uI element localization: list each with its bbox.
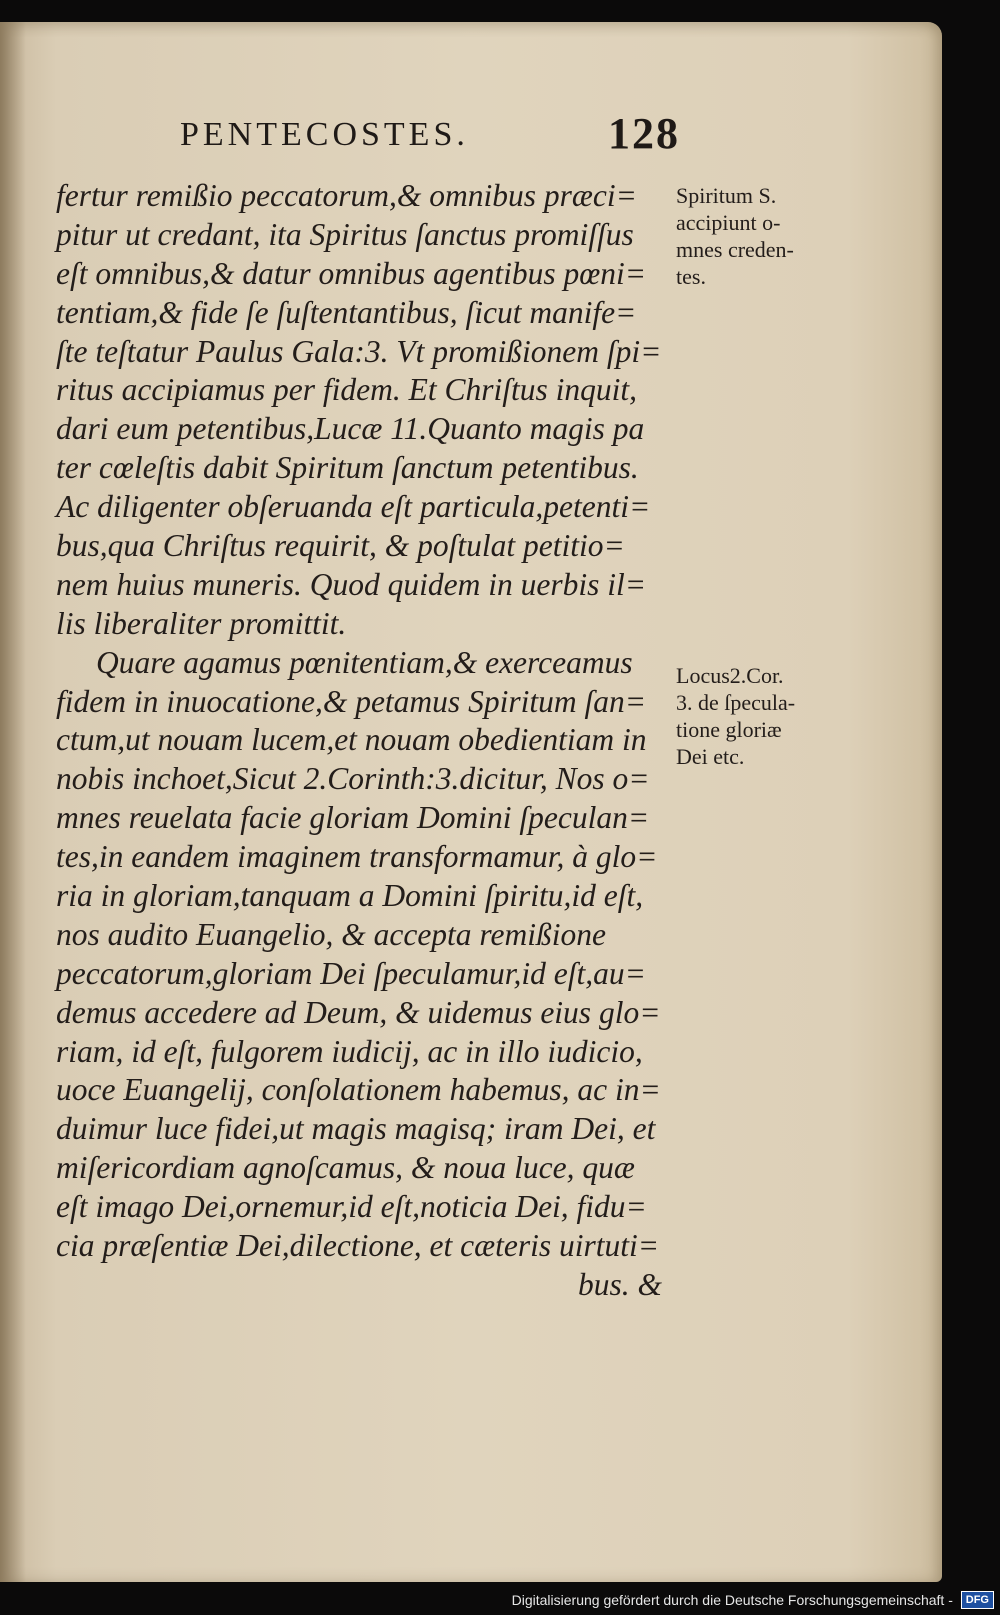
text-line: ter cœleſtis dabit Spiritum ſanctum petentibus. [56, 450, 639, 486]
text-line: bus,qua Chriſtus requirit, & poſtulat petitio= [56, 528, 625, 564]
text-line: cia præſentiæ Dei,dilectione, et cæteris uirtuti= [56, 1228, 660, 1264]
text-line: pitur ut credant, ita Spiritus ſanctus promiſſus [56, 216, 634, 252]
main-text-block [56, 177, 676, 1305]
text-line: dari eum petentibus,Lucæ 11.Quanto magis pa [56, 411, 645, 447]
text-line: ritus accipiamus per fidem. Et Chriſtus inquit, [56, 372, 637, 408]
text-line: ria in gloriam,tanquam a Domini ſpiritu,id eſt, [56, 878, 644, 914]
text-line: ſte teſtatur Paulus Gala:3. Vt promißionem ſpi= [56, 333, 662, 369]
book-page [0, 22, 942, 1582]
text-line: fertur remißio peccatorum,& omnibus præci= [56, 178, 637, 213]
digitization-footer [474, 1587, 994, 1611]
text-line: nem huius muneris. Quod quidem in uerbis il= [56, 566, 646, 602]
text-line: mnes reuelata facie gloriam Domini ſpeculan= [56, 800, 650, 836]
text-line: duimur luce fidei,ut magis magisq; iram Dei, et [56, 1111, 656, 1147]
text-line: tentiam,& fide ſe ſuſtentantibus, ſicut manife= [56, 294, 637, 330]
text-line: tes,in eandem imaginem transformamur, à glo= [56, 839, 658, 875]
text-line: demus accedere ad Deum, & uidemus eius glo= [56, 994, 661, 1030]
marginal-note-line: tes. [676, 264, 706, 289]
folio-number: 128 [608, 109, 680, 158]
marginal-note-2 [676, 662, 846, 770]
marginal-note-line: tione gloriæ [676, 717, 782, 742]
text-line: nos audito Euangelio, & accepta remißione [56, 916, 606, 952]
text-line: nobis inchoet,Sicut 2.Corinth:3.dicitur, Nos o= [56, 761, 650, 797]
text-line: eſt omnibus,& datur omnibus agentibus pœni= [56, 255, 647, 291]
marginal-note-line: accipiunt o- [676, 210, 781, 235]
text-line-paragraph-start: Quare agamus pœnitentiam,& exerceamus [96, 644, 633, 680]
marginal-note-line: 3. de ſpecula- [676, 690, 796, 715]
text-line: miſericordiam agnoſcamus, & noua luce, quæ [56, 1150, 635, 1186]
text-line: eſt imago Dei,ornemur,id eſt,noticia Dei, fidu= [56, 1189, 647, 1225]
page-gutter-shadow [0, 22, 26, 1582]
funding-credit: Digitalisierung gefördert durch die Deutsche Forschungsgemeinschaft - [511, 1592, 953, 1609]
marginal-note-1 [676, 182, 846, 290]
text-line: ctum,ut nouam lucem,et nouam obedientiam in [56, 722, 647, 758]
text-line: riam, id eſt, fulgorem iudicij, ac in illo iudicio, [56, 1033, 643, 1069]
text-line: fidem in inuocatione,& petamus Spiritum ſan= [56, 683, 646, 719]
text-line: lis liberaliter promittit. [56, 605, 347, 641]
marginal-note-line: Spiritum S. [676, 183, 777, 208]
running-header [180, 108, 680, 164]
text-line-catchword: bus. & [577, 1266, 662, 1302]
running-title: PENTECOSTES. [180, 116, 469, 153]
text-line: peccatorum,gloriam Dei ſpeculamur,id eſt,au= [56, 955, 646, 991]
marginal-note-line: Dei etc. [676, 744, 745, 769]
text-line: uoce Euangelij, conſolationem habemus, ac in= [56, 1072, 661, 1108]
marginal-note-line: mnes creden- [676, 237, 794, 262]
dfg-logo-icon: DFG [961, 1591, 994, 1609]
text-line: Ac diligenter obſeruanda eſt particula,petenti= [56, 489, 651, 525]
marginal-note-line: Locus2.Cor. [676, 663, 784, 688]
